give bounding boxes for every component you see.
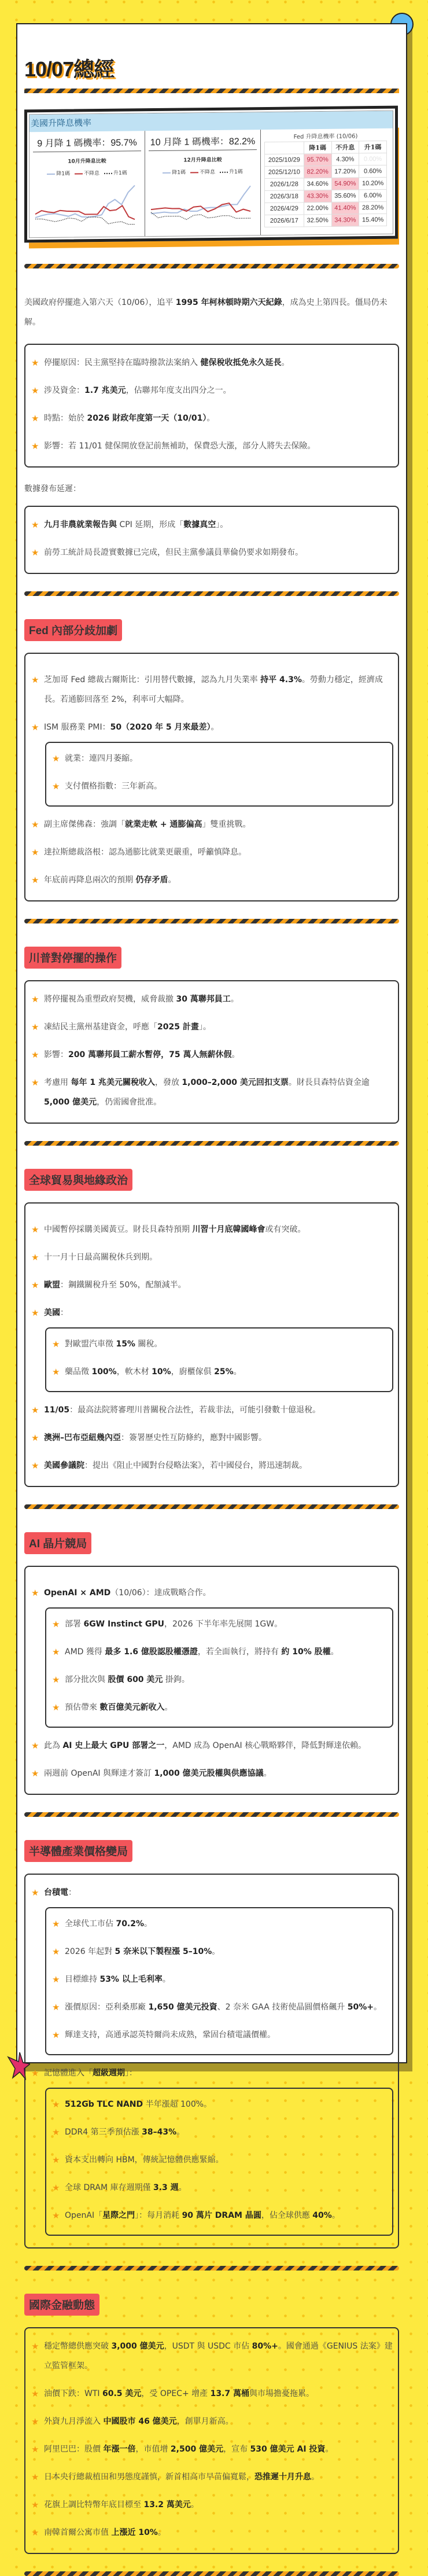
table-row: 2026/4/29 22.00% 41.40% 28.20% [265,201,387,215]
list-item [31,2336,393,2376]
section-tag-trade: 全球貿易與地緣政治 [24,1169,132,1191]
finance-box [24,2327,399,2554]
shutdown-details-box [24,344,399,468]
star-icon: ★ [52,2183,60,2193]
star-icon: ★ [31,520,39,530]
list-item-text: 兩週前 OpenAI 與輝達才簽訂 1,000 億美元股權與供應協議。 [44,1769,272,1778]
list-item-text: 花旗上調比特幣年底目標至 13.2 萬美元。 [44,2500,199,2509]
list-item [52,749,388,768]
list-item-text: 部署 6GW Instinct GPU，2026 下半年率先展開 1GW。 [65,1620,283,1629]
section-tag-semiconductor: 半導體產業價格變局 [24,1840,132,1862]
list-item-text: 日本央行總裁植田和男態度謹慎，新首相高市早苗偏寬鬆，恐推遲十月升息。 [44,2472,319,2482]
table-row: 2026/1/28 34.60% 54.90% 10.20% [265,177,387,190]
hazard-divider [24,2266,399,2270]
star-icon: ★ [31,1460,39,1471]
list-item [31,1275,393,1295]
table-row: 2026/3/18 43.30% 35.60% 6.00% [265,189,387,203]
star-icon: ★ [31,994,39,1004]
list-item [52,777,388,796]
star-icon: ★ [52,2127,60,2137]
list-item [31,815,393,834]
list-item-text: 芝加哥 Fed 總裁古爾斯比：引用替代數據，認為九月失業率 持平 4.3%。勞動力穩定，經濟成長。若通膨回落至 2%，利率可大幅降。 [44,675,383,704]
list-item-text: ISM 服務業 PMI：50（2020 年 5 月來最差）。 [44,723,219,732]
list-item-text: 油價下跌：WTI 60.5 美元，受 OPEC+ 增產 13.7 萬桶與市場擔憂拖累。 [44,2389,314,2398]
list-item [31,1764,393,1783]
list-item [52,1614,388,1634]
list-item-text: 考慮用 每年 1 兆美元關稅收入，發放 1,000–2,000 美元回扣支票。財長貝森特估資金逾 5,000 億美元，仍需國會批准。 [44,1078,370,1107]
trade-sub-box [45,1327,393,1392]
list-item [52,1942,388,1962]
hazard-divider [24,2571,399,2576]
list-item [52,1670,388,1690]
panel-headline: 9 月降 1 碼機率：95.7% [33,133,141,152]
list-item-text: 達拉斯總裁洛根：認為通膨比就業更嚴重，呼籲慎降息。 [44,848,246,857]
list-item [52,1997,388,2017]
decorative-star-icon [7,2051,30,2080]
star-icon: ★ [31,1252,39,1263]
list-item [31,1247,393,1267]
list-item: ★ 記憶體進入「超級週期」： [31,2063,393,2083]
list-item [52,1914,388,1934]
list-item [31,842,393,862]
star-icon: ★ [31,413,39,424]
list-item-text: 九月非農就業報告與 CPI 延期，形成「數據真空」。 [44,520,228,529]
list-item [52,2025,388,2045]
star-icon: ★ [31,385,39,396]
star-icon: ★ [52,1702,60,1713]
fed-sub-box [45,742,393,807]
star-icon: ★ [31,1050,39,1060]
star-icon: ★ [31,2068,39,2078]
list-item-text: 涉及資金：1.7 兆美元，佔聯邦年度支出四分之一。 [44,386,231,395]
chart-title: 10月升降息比較 [68,158,106,165]
list-item-text: 穩定幣總供應突破 3,000 億美元，USDT 與 USDC 市佔 80%+。國會通過《GENIUS 法案》建立監管框架。 [44,2342,393,2371]
list-item [52,1334,388,1354]
page-title: 10/07總經 [24,57,115,81]
list-item [52,2150,388,2170]
list-item-text: 就業：連四月萎縮。 [65,754,138,763]
list-item-text: 全球 DRAM 庫存週期僅 3.3 週。 [65,2183,187,2192]
list-item-text: 漲價原因：亞利桑那廠 1,650 億美元投資、2 奈米 GAA 技術使晶圓價格飆升 50%+。 [65,2003,382,2012]
list-item [31,515,393,535]
list-item-text: 美國： [44,1308,68,1318]
list-item-text: 凍結民主黨州基建資金，呼應「2025 計畫」。 [44,1022,211,1032]
star-icon: ★ [31,1077,39,1088]
list-item [31,989,393,1009]
list-item [31,2495,393,2515]
star-icon: ★ [31,722,39,733]
chart-legend: 降1碼 不降息 升1碼 [149,167,257,176]
intro-paragraph: 美國政府停擺進入第六天（10/06），追平 1995 年柯林頓時期六天紀錄，成為史上第四長。僵局仍未解。 [24,298,388,327]
star-icon: ★ [52,2155,60,2165]
star-icon: ★ [52,1946,60,1957]
hazard-divider [24,1504,399,1509]
table-row: 2026/6/17 32.50% 34.30% 15.40% [265,214,387,227]
list-item [31,2412,393,2431]
figure-header: 美國升降息機率 [29,111,393,133]
list-item-text: 輝達支持，高通承認英特爾尚未成熟，鞏固台積電議價權。 [65,2030,275,2040]
list-item [31,2523,393,2542]
star-icon: ★ [31,2341,39,2351]
list-item [31,1220,393,1239]
list-item-text: 阿里巴巴：股價 年漲一倍，市值增 2,500 億美元，宣布 530 億美元 AI 投資。 [44,2445,334,2454]
list-item [52,2122,388,2142]
list-item-text: 時點：始於 2026 財政年度第一天（10/01）。 [44,414,215,423]
list-item [31,670,393,709]
hazard-divider [24,919,399,923]
section-tag-fed: Fed 內部分歧加劇 [24,619,122,641]
star-icon: ★ [52,2099,60,2110]
star-icon: ★ [31,547,39,558]
list-item [31,1456,393,1475]
star-icon: ★ [52,1675,60,1685]
list-item [31,1045,393,1065]
star-icon: ★ [31,1022,39,1032]
star-icon: ★ [52,1919,60,1929]
list-item [52,1362,388,1382]
list-item [31,1583,393,1603]
list-item-text: 影響：200 萬聯邦員工薪水暫停，75 萬人無薪休假。 [44,1050,240,1059]
star-icon: ★ [31,2444,39,2454]
article-card [16,23,407,2538]
list-item-text: 部分批次與 股價 600 美元 掛鉤。 [65,1675,190,1684]
star-icon: ★ [52,781,60,792]
line-chart [33,182,141,235]
star-icon: ★ [31,2527,39,2538]
list-item [31,1303,393,1323]
list-item-text: 此為 AI 史上最大 GPU 部署之一，AMD 成為 OpenAI 核心戰略夥伴，降低對輝達依賴。 [44,1741,367,1750]
list-item [31,543,393,562]
star-icon: ★ [31,819,39,830]
list-item [31,436,393,456]
star-icon: ★ [52,1974,60,1985]
ai-box [24,1566,399,1795]
star-icon: ★ [52,1619,60,1629]
trump-box [24,980,399,1124]
list-item-text: 美國參議院：提出《阻止中國對台侵略法案》，若中國侵台，將迅速制裁。 [44,1461,307,1470]
list-item-text: 對歐盟汽車徵 15% 關稅。 [65,1339,163,1349]
hazard-divider [24,1141,399,1146]
star-icon: ★ [31,1280,39,1290]
list-item [52,2206,388,2225]
list-item-text: DDR4 第三季預估漲 38–43%。 [65,2128,185,2137]
star-icon: ★ [52,753,60,764]
list-item-text: 年底前再降息兩次的預期 仍存矛盾。 [44,875,176,885]
star-icon: ★ [31,847,39,858]
list-item-text: 全球代工市佔 70.2%。 [65,1919,153,1929]
list-item-text: 11/05：最高法院將審理川普關稅合法性，若裁非法，可能引發數十億退稅。 [44,1405,321,1415]
list-item [31,1736,393,1756]
section-tag-finance: 國際金融動態 [24,2294,99,2316]
list-item-text: 外資九月淨流入 中國股市 46 億美元，創單月新高。 [44,2417,234,2426]
rate-probability-figure [24,108,399,246]
list-item-text: 藥品徵 100%，軟木材 10%，廚櫃傢俱 25%。 [65,1367,242,1377]
star-icon: ★ [31,358,39,368]
list-item-text: OpenAI「星際之門」：每月消耗 90 萬片 DRAM 晶圓，佔全球供應 40%。 [65,2211,340,2220]
list-item-text: 中國暫停採購美國黃豆。財長貝森特預期 川習十月底韓國峰會或有突破。 [44,1225,306,1234]
star-icon: ★ [52,1647,60,1657]
panel-headline: 10 月降 1 碼機率：82.2% [149,132,257,151]
list-item [52,2178,388,2198]
star-icon: ★ [31,1308,39,1318]
star-icon: ★ [52,1339,60,1349]
list-item-text: 資本支出轉向 HBM，傳統記憶體供應緊縮。 [65,2155,224,2165]
star-icon: ★ [31,2500,39,2510]
star-icon: ★ [31,1768,39,1779]
chart-panel-october [29,131,145,237]
fed-box [24,653,399,901]
fed-probability-table: Fed 升降息機率 (10/06) 降1碼 不升息 升1碼 2025/10/29 95.70% 4.30% 0.00% 2025/12/10 82.20% 17.20% 0.60% 2026/1/28 34.60% 54.90% 10.20% 2026/3/18 43.30% 35.60% 6.00% 2026/4/29 22.00% 41.40% 28.20% 2026/6/17 32.50% 34.30% 15.40% [261,128,393,235]
list-item [31,1073,393,1112]
line-chart [149,181,256,234]
list-item-text: 預估帶來 數百億美元新收入。 [65,1703,173,1712]
star-icon: ★ [31,875,39,885]
list-item [31,353,393,373]
list-item [52,1642,388,1662]
data-delay-label: 數據發布延遲： [24,484,81,494]
list-item [31,409,393,428]
table-caption: Fed 升降息機率 (10/06) [293,133,358,141]
list-item-text: AMD 獲得 最多 1.6 億股認股權憑證，若全面執行，將持有 約 10% 股權。 [65,1647,339,1657]
list-item-text: 歐盟：鋼鐵關稅升至 50%，配額減半。 [44,1280,186,1290]
list-item [31,1017,393,1037]
star-icon: ★ [31,1405,39,1415]
list-item-text: 十一月十日最高關稅休兵到期。 [44,1253,157,1262]
list-item-text: 目標維持 53% 以上毛利率。 [65,1975,171,1984]
list-item-text: 南韓首爾公寓市值 上漲近 10%。 [44,2528,166,2537]
memory-sub-box [45,2088,393,2236]
star-icon: ★ [31,1588,39,1598]
section-tag-ai: AI 晶片競局 [24,1532,91,1554]
list-item-text: 澳洲–巴布亞紐幾內亞：簽署歷史性互防條約，應對中國影響。 [44,1433,267,1442]
list-item-text: OpenAI × AMD（10/06）：達成戰略合作。 [44,1588,211,1598]
list-item-text: 2026 年起對 5 奈米以下製程漲 5–10%。 [65,1947,220,1956]
data-delay-box [24,506,399,574]
star-icon: ★ [31,2389,39,2399]
star-icon: ★ [52,2002,60,2012]
star-icon: ★ [31,441,39,451]
list-item [31,717,393,737]
star-icon: ★ [31,2416,39,2427]
star-icon: ★ [31,1887,39,1898]
chart-title: 12月升降息比較 [183,157,222,164]
star-icon: ★ [31,1433,39,1443]
star-icon: ★ [31,675,39,685]
list-item [31,1428,393,1448]
hazard-divider [24,264,399,268]
list-item-text: 停擺原因：民主黨堅持在臨時撥款法案納入 健保稅收抵免永久延長。 [44,358,290,367]
star-icon: ★ [52,2030,60,2040]
list-item [52,1970,388,1989]
chart-panel-december [145,130,261,236]
hazard-divider [24,591,399,596]
list-item [31,2384,393,2404]
star-icon: ★ [31,1740,39,1751]
list-item-text: 副主席傑佛森：強調「就業走軟 + 通膨偏高」雙重挑戰。 [44,820,251,829]
ai-sub-box [45,1607,393,1728]
list-item [31,870,393,890]
table-row: 2025/10/29 95.70% 4.30% 0.00% [265,153,387,166]
star-icon: ★ [52,1367,60,1377]
tsmc-sub-box [45,1907,393,2055]
star-icon: ★ [31,1224,39,1235]
section-tag-trump: 川普對停擺的操作 [24,947,121,969]
hazard-divider [24,89,399,93]
chart-legend: 降1碼 不降息 升1碼 [33,168,141,177]
trade-box [24,1202,399,1487]
list-item-text: 將停擺視為重塑政府契機，威脅裁撤 30 萬聯邦員工。 [44,995,239,1004]
list-item [31,2439,393,2459]
hazard-divider [24,1812,399,1817]
list-item: ★ 台積電： [31,1883,393,1902]
star-icon: ★ [52,2210,60,2221]
list-item-text: 512Gb TLC NAND 半年漲超 100%。 [65,2100,212,2109]
list-item [31,1400,393,1420]
list-item [31,2467,393,2487]
semiconductor-box [24,1874,399,2249]
list-item [31,381,393,400]
table-row: 2025/12/10 82.20% 17.20% 0.60% [265,165,387,178]
list-item-text: 前勞工統計局長證實數據已完成，但民主黨參議員華倫仍要求如期發布。 [44,548,303,557]
list-item [52,1698,388,1717]
list-item-text: 影響：若 11/01 健保開放登記前無補助，保費恐大漲，部分人將失去保險。 [44,441,316,451]
list-item [52,2095,388,2114]
list-item-text: 支付價格指數：三年新高。 [65,782,162,791]
star-icon: ★ [31,2472,39,2482]
